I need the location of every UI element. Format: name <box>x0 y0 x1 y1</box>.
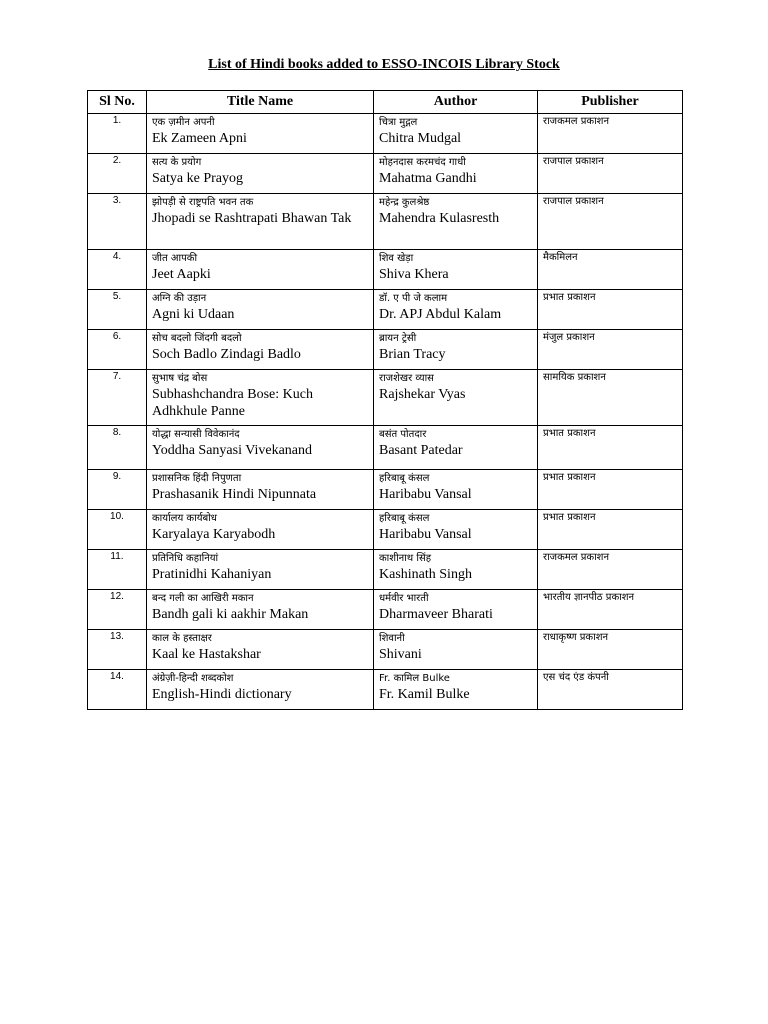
author-english: Fr. Kamil Bulke <box>379 687 470 702</box>
author-hindi: काशीनाथ सिंह <box>379 553 432 564</box>
publisher-hindi: राजकमल प्रकाशन <box>543 552 610 563</box>
publisher-hindi: प्रभात प्रकाशन <box>543 292 596 303</box>
books-table <box>87 90 683 710</box>
author-english: Dr. APJ Abdul Kalam <box>379 307 502 322</box>
table-row <box>88 510 683 550</box>
author-cell <box>374 550 538 590</box>
title-english: Satya ke Prayog <box>152 171 243 186</box>
title-cell <box>147 114 374 154</box>
author-english: Shivani <box>379 647 422 662</box>
table-row <box>88 330 683 370</box>
sl-no-cell: 8. <box>88 426 147 470</box>
title-english: Prashasanik Hindi Nipunnata <box>152 487 317 502</box>
publisher-cell <box>538 550 683 590</box>
title-english: Bandh gali ki aakhir Makan <box>152 607 309 622</box>
publisher-cell <box>538 426 683 470</box>
author-hindi: राजशेखर व्यास <box>379 373 434 384</box>
publisher-hindi: एस चंद एंड कंपनी <box>543 672 609 683</box>
publisher-cell <box>538 250 683 290</box>
publisher-cell <box>538 370 683 426</box>
author-hindi: शिवानी <box>379 633 405 644</box>
table-row <box>88 426 683 470</box>
author-english: Chitra Mudgal <box>379 131 462 146</box>
publisher-cell <box>538 510 683 550</box>
title-english: Yoddha Sanyasi Vivekanand <box>152 443 313 458</box>
title-english: Karyalaya Karyabodh <box>152 527 276 542</box>
author-cell <box>374 470 538 510</box>
title-hindi: बन्द गली का आखिरी मकान <box>152 593 254 604</box>
author-hindi: शिव खेड़ा <box>379 253 414 264</box>
author-cell <box>374 590 538 630</box>
author-cell <box>374 114 538 154</box>
table-row <box>88 370 683 426</box>
author-english: Mahatma Gandhi <box>379 171 477 186</box>
title-cell <box>147 290 374 330</box>
author-hindi: मोहनदास करमचंद गाधी <box>379 157 466 168</box>
title-cell <box>147 510 374 550</box>
title-cell <box>147 590 374 630</box>
title-english: Kaal ke Hastakshar <box>152 647 261 662</box>
header-author: Author <box>374 91 538 114</box>
table-row <box>88 630 683 670</box>
page-title: List of Hindi books added to ESSO-INCOIS Library Stock <box>208 57 560 72</box>
sl-no-cell: 13. <box>88 630 147 670</box>
author-hindi: हरिबाबू कंसल <box>379 473 430 484</box>
sl-no-cell: 7. <box>88 370 147 426</box>
sl-no-cell: 14. <box>88 670 147 710</box>
title-hindi: एक ज़मीन अपनी <box>152 117 215 128</box>
sl-no-cell: 4. <box>88 250 147 290</box>
title-hindi: कार्यालय कार्यबोध <box>152 513 217 524</box>
publisher-hindi: सामयिक प्रकाशन <box>543 372 606 383</box>
title-english: Subhashchandra Bose: Kuch Adhkhule Panne <box>152 387 313 419</box>
publisher-hindi: प्रभात प्रकाशन <box>543 428 596 439</box>
author-cell <box>374 250 538 290</box>
title-cell <box>147 670 374 710</box>
sl-no-cell: 10. <box>88 510 147 550</box>
table-body <box>88 114 683 710</box>
title-cell <box>147 250 374 290</box>
table-row <box>88 470 683 510</box>
author-english: Dharmaveer Bharati <box>379 607 493 622</box>
publisher-hindi: मंजुल प्रकाशन <box>543 332 595 343</box>
author-hindi: ब्रायन ट्रेसी <box>379 333 417 344</box>
title-cell <box>147 370 374 426</box>
author-english: Mahendra Kulasresth <box>379 211 500 226</box>
title-hindi: झोपड़ी से राष्ट्रपति भवन तक <box>152 197 254 208</box>
header-row <box>88 91 683 114</box>
author-hindi: डॉ. ए पी जे कलाम <box>379 293 448 304</box>
title-english: Soch Badlo Zindagi Badlo <box>152 347 301 362</box>
author-hindi: हरिबाबू कंसल <box>379 513 430 524</box>
title-english: Agni ki Udaan <box>152 307 235 322</box>
author-english: Rajshekar Vyas <box>379 387 466 402</box>
title-cell <box>147 194 374 250</box>
title-hindi: प्रतिनिधि कहानियां <box>152 553 219 564</box>
title-hindi: प्रशासनिक हिंदी निपुणता <box>152 473 242 484</box>
publisher-cell <box>538 114 683 154</box>
title-hindi: जीत आपकी <box>152 253 198 264</box>
author-cell <box>374 330 538 370</box>
publisher-cell <box>538 194 683 250</box>
publisher-hindi: राजपाल प्रकाशन <box>543 196 604 207</box>
author-cell <box>374 370 538 426</box>
publisher-cell <box>538 630 683 670</box>
author-english: Haribabu Vansal <box>379 527 472 542</box>
sl-no-cell: 3. <box>88 194 147 250</box>
table-row <box>88 114 683 154</box>
publisher-cell <box>538 330 683 370</box>
sl-no-cell: 11. <box>88 550 147 590</box>
table-row <box>88 250 683 290</box>
publisher-hindi: राजकमल प्रकाशन <box>543 116 610 127</box>
publisher-hindi: राधाकृष्ण प्रकाशन <box>543 632 609 643</box>
author-hindi: धर्मवीर भारती <box>379 593 429 604</box>
title-cell <box>147 426 374 470</box>
title-english: English-Hindi dictionary <box>152 687 292 702</box>
author-english: Shiva Khera <box>379 267 449 282</box>
author-cell <box>374 670 538 710</box>
publisher-cell <box>538 290 683 330</box>
author-hindi: चित्रा मुद्गल <box>379 117 418 128</box>
title-cell <box>147 154 374 194</box>
author-cell <box>374 290 538 330</box>
title-hindi: काल के हस्ताक्षर <box>152 633 212 644</box>
publisher-hindi: प्रभात प्रकाशन <box>543 472 596 483</box>
table-row <box>88 670 683 710</box>
author-english: Brian Tracy <box>379 347 446 362</box>
title-hindi: अंग्रेज़ी-हिन्दी शब्दकोश <box>152 673 234 684</box>
title-hindi: सोच बदलो जिंदगी बदलो <box>152 333 242 344</box>
title-english: Pratinidhi Kahaniyan <box>152 567 272 582</box>
author-cell <box>374 510 538 550</box>
title-cell <box>147 550 374 590</box>
author-cell <box>374 194 538 250</box>
author-cell <box>374 154 538 194</box>
publisher-cell <box>538 470 683 510</box>
publisher-hindi: भारतीय ज्ञानपीठ प्रकाशन <box>543 592 635 603</box>
table-row <box>88 590 683 630</box>
title-hindi: अग्नि की उड़ान <box>152 293 207 304</box>
sl-no-cell: 5. <box>88 290 147 330</box>
header-title-name: Title Name <box>147 91 374 114</box>
table-row <box>88 290 683 330</box>
publisher-hindi: प्रभात प्रकाशन <box>543 512 596 523</box>
publisher-cell <box>538 154 683 194</box>
sl-no-cell: 12. <box>88 590 147 630</box>
publisher-hindi: राजपाल प्रकाशन <box>543 156 604 167</box>
sl-no-cell: 2. <box>88 154 147 194</box>
publisher-hindi: मैकमिलन <box>543 252 578 263</box>
title-cell <box>147 330 374 370</box>
title-english: Jeet Aapki <box>152 267 211 282</box>
author-english: Haribabu Vansal <box>379 487 472 502</box>
sl-no-cell: 9. <box>88 470 147 510</box>
publisher-cell <box>538 590 683 630</box>
sl-no-cell: 6. <box>88 330 147 370</box>
title-hindi: सत्य के प्रयोग <box>152 157 202 168</box>
sl-no-cell: 1. <box>88 114 147 154</box>
table-row <box>88 194 683 250</box>
author-cell <box>374 426 538 470</box>
author-english: Kashinath Singh <box>379 567 472 582</box>
title-english: Jhopadi se Rashtrapati Bhawan Tak <box>152 211 352 226</box>
author-hindi: महेन्द्र कुलश्रेष्ठ <box>379 197 430 208</box>
title-cell <box>147 470 374 510</box>
author-cell <box>374 630 538 670</box>
table-header <box>88 91 683 114</box>
header-publisher: Publisher <box>538 91 683 114</box>
title-english: Ek Zameen Apni <box>152 131 247 146</box>
header-sl-no: Sl No. <box>88 91 147 114</box>
table-row <box>88 550 683 590</box>
title-cell <box>147 630 374 670</box>
author-english: Basant Patedar <box>379 443 463 458</box>
author-hindi: Fr. कामिल Bulke <box>379 673 450 684</box>
author-hindi: बसंत पोतदार <box>379 429 427 440</box>
title-hindi: सुभाष चंद्र बोस <box>152 373 208 384</box>
table-row <box>88 154 683 194</box>
title-hindi: योद्धा सन्यासी विवेकानंद <box>152 429 240 440</box>
publisher-cell <box>538 670 683 710</box>
